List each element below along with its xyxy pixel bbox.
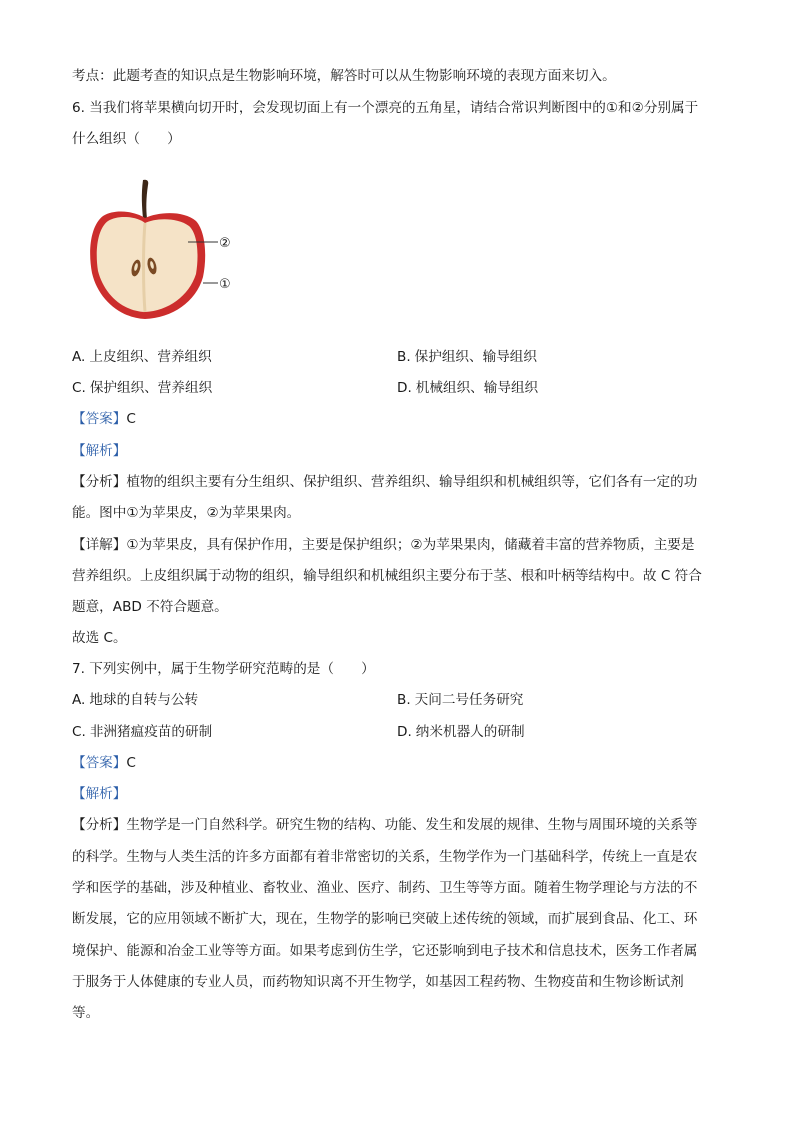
q7-fenxi-line4: 断发展，它的应用领域不断扩大，现在，生物学的影响已突破上述传统的领域，而扩展到食品、化工、环 (72, 911, 698, 927)
q7-answer: 【答案】C (72, 755, 136, 771)
apple-cross-section-figure (86, 176, 256, 326)
q6-xiangjie-line2: 营养组织。上皮组织属于动物的组织，输导组织和机械组织主要分布于茎、根和叶柄等结构中。故 C 符合 (72, 568, 702, 584)
q7-fenxi-line1: 【分析】生物学是一门自然科学。研究生物的结构、功能、发生和发展的规律、生物与周围环境的关系等 (72, 817, 698, 833)
q6-conclusion: 故选 C。 (72, 630, 127, 646)
apple-stem (142, 180, 148, 218)
header-note: 考点：此题考查的知识点是生物影响环境，解答时可以从生物影响环境的表现方面来切入。 (72, 68, 616, 84)
q6-xiangjie-line3: 题意，ABD 不符合题意。 (72, 599, 228, 615)
q7-option-a: A. 地球的自转与公转 (72, 692, 199, 708)
q6-analysis-tag: 【解析】 (72, 443, 127, 459)
q6-fenxi-line1: 【分析】植物的组织主要有分生组织、保护组织、营养组织、输导组织和机械组织等，它们各有一定的功 (72, 474, 698, 490)
q7-option-c: C. 非洲猪瘟疫苗的研制 (72, 724, 213, 740)
q6-option-a: A. 上皮组织、营养组织 (72, 349, 212, 365)
q7-fenxi-line6: 于服务于人体健康的专业人员，而药物知识离不开生物学，如基因工程药物、生物疫苗和生物诊断试剂 (72, 974, 684, 990)
q7-option-b: B. 天问二号任务研究 (397, 692, 524, 708)
apple-core-line (144, 223, 146, 312)
q7-fenxi-line3: 学和医学的基础，涉及种植业、畜牧业、渔业、医疗、制药、卫生等等方面。随着生物学理论与方法的不 (72, 880, 698, 896)
q7-fenxi-line7: 等。 (72, 1005, 100, 1021)
q6-fenxi-line2: 能。图中①为苹果皮，②为苹果果肉。 (72, 505, 301, 521)
q6-xiangjie-line1: 【详解】①为苹果皮，具有保护作用，主要是保护组织；②为苹果果肉，储藏着丰富的营养物质，主要是 (72, 537, 695, 553)
q6-stem-line1: 6. 当我们将苹果横向切开时，会发现切面上有一个漂亮的五角星，请结合常识判断图中的①和②分别属于 (72, 100, 699, 116)
q7-fenxi-line2: 的科学。生物与人类生活的许多方面都有着非常密切的关系，生物学作为一门基础科学，传统上一直是农 (72, 849, 698, 865)
q6-answer: 【答案】C (72, 411, 136, 427)
q6-option-c: C. 保护组织、营养组织 (72, 380, 213, 396)
q6-option-b: B. 保护组织、输导组织 (397, 349, 537, 365)
q7-fenxi-line5: 境保护、能源和冶金工业等等方面。如果考虑到仿生学，它还影响到电子技术和信息技术，医务工作者属 (72, 943, 698, 959)
figure-label-1: ① (219, 277, 231, 292)
q6-stem-line2: 什么组织（ ） (72, 131, 181, 147)
q6-option-d: D. 机械组织、输导组织 (397, 380, 539, 396)
q7-option-d: D. 纳米机器人的研制 (397, 724, 525, 740)
q7-analysis-tag: 【解析】 (72, 786, 127, 802)
figure-label-2: ② (219, 236, 231, 251)
q7-stem: 7. 下列实例中，属于生物学研究范畴的是（ ） (72, 661, 375, 677)
